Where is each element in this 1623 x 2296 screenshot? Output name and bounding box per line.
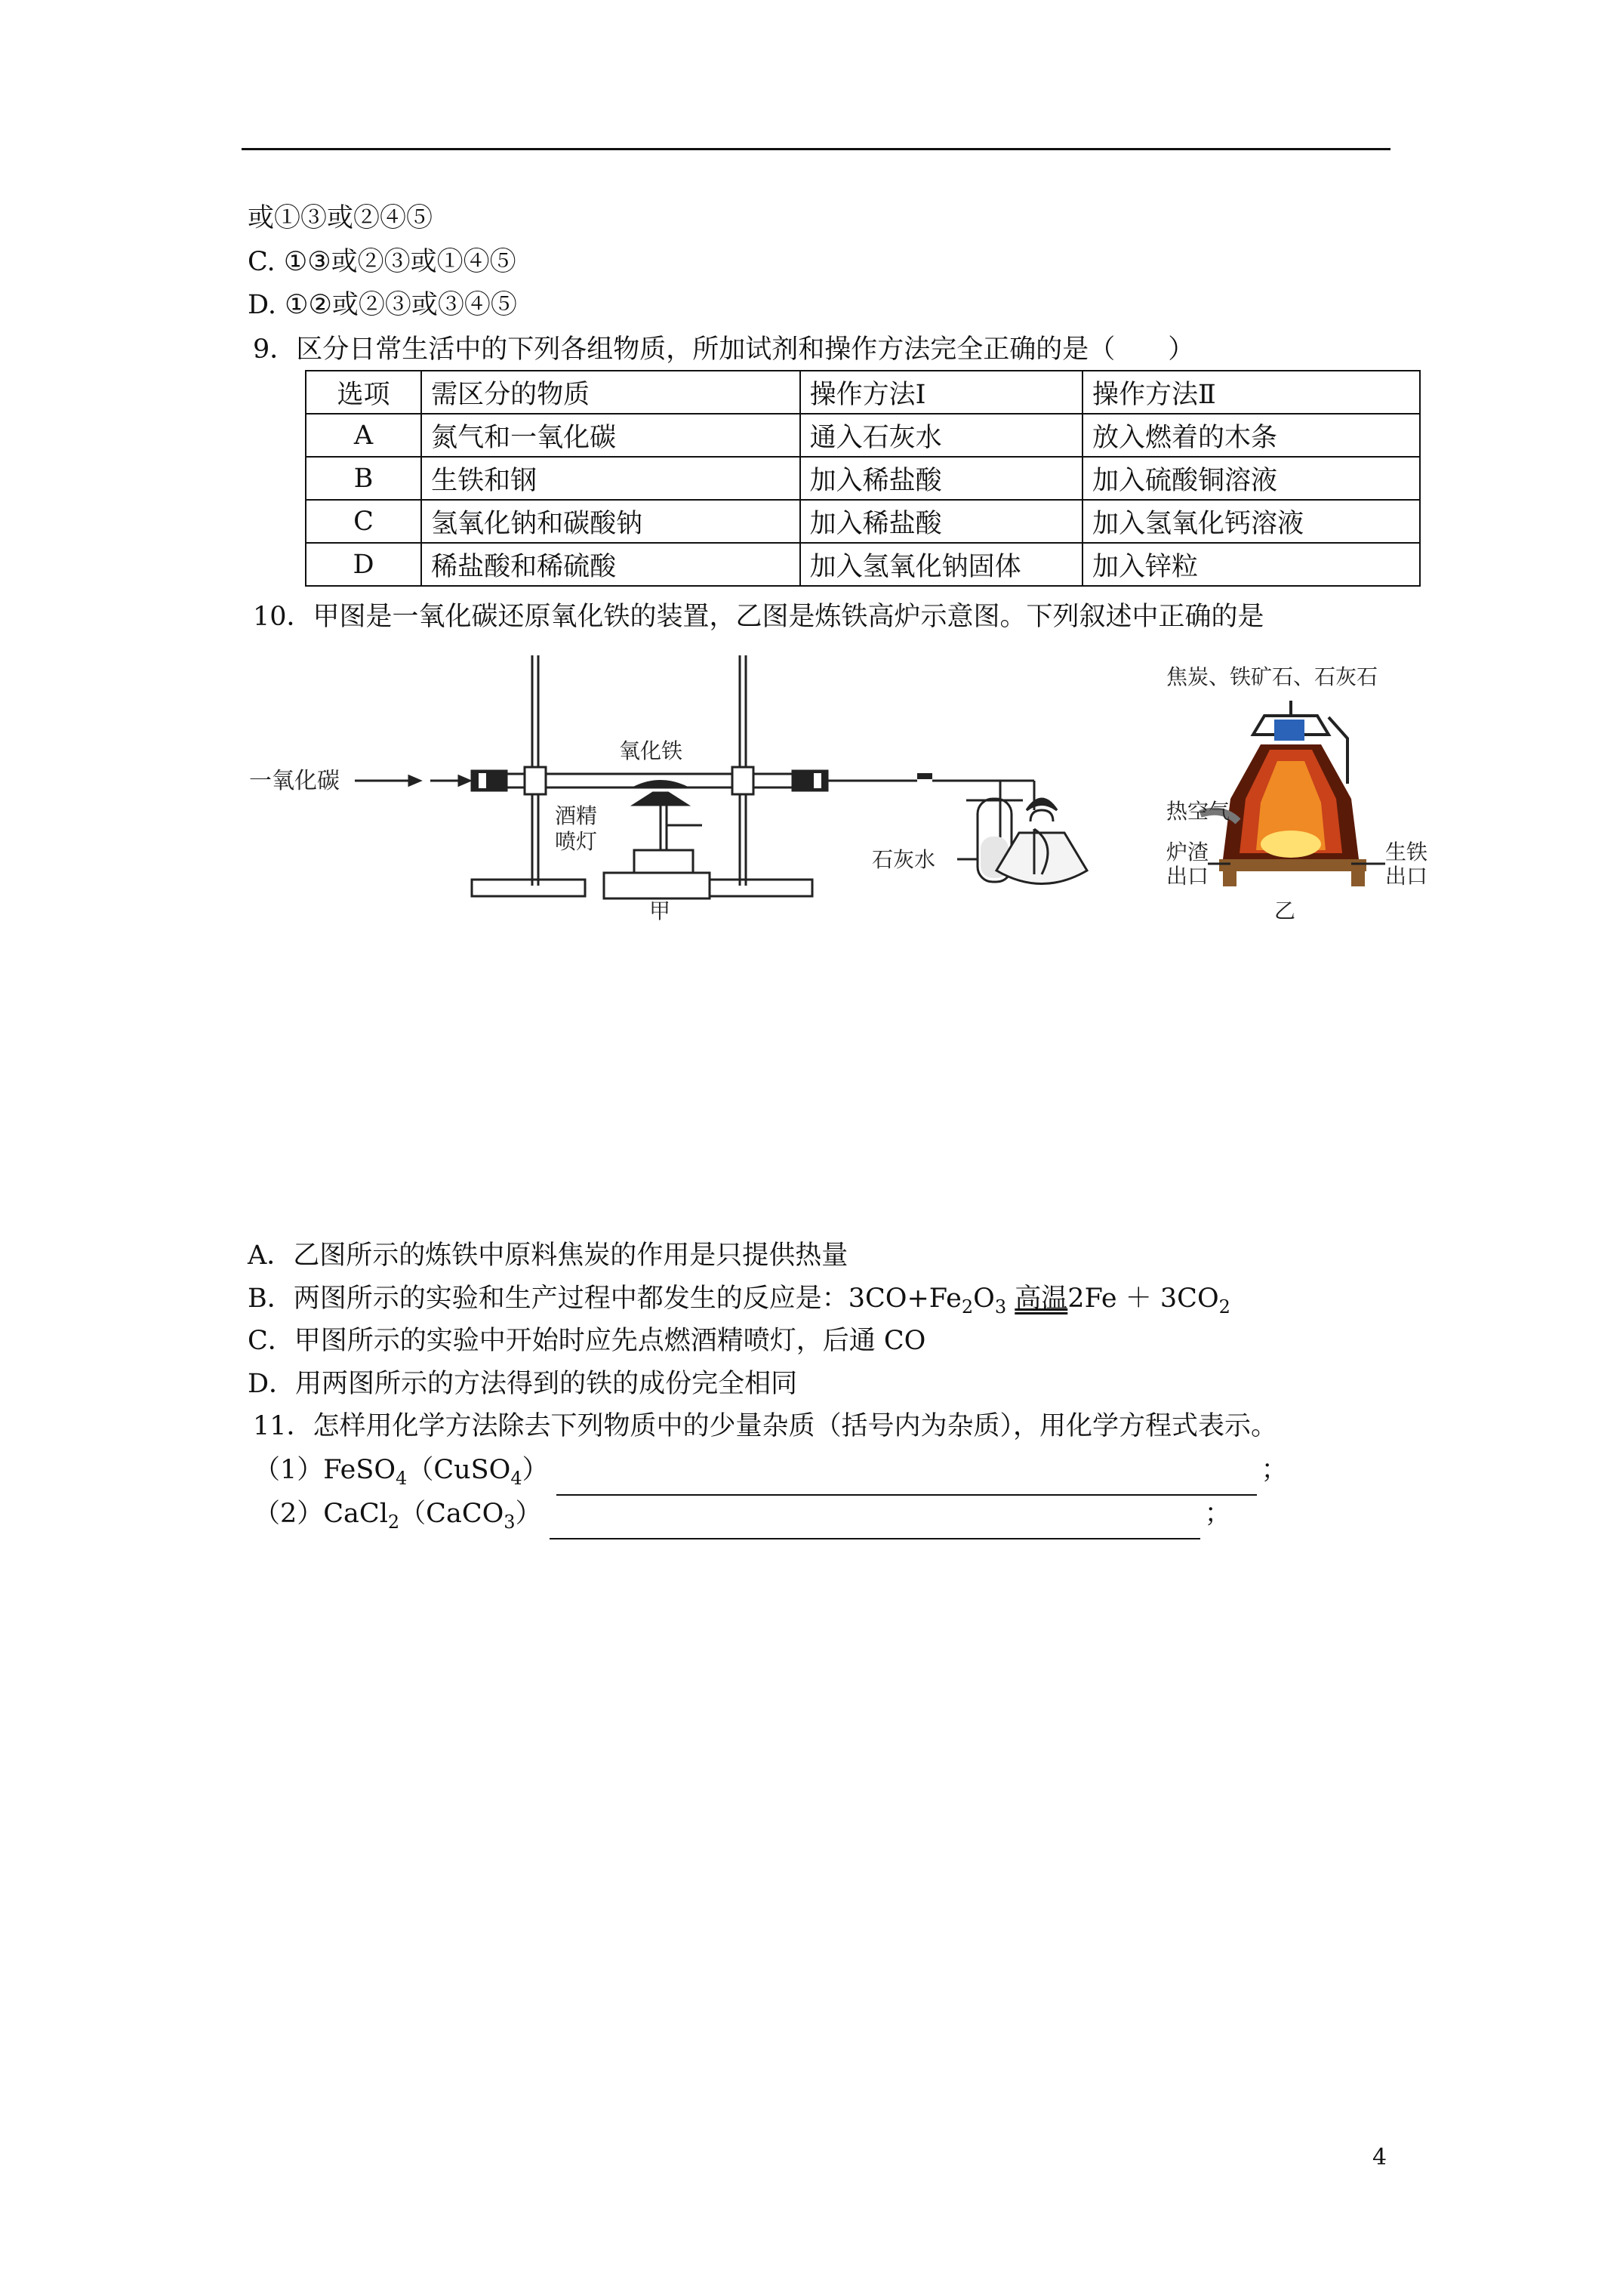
table-cell: 稀盐酸和稀硫酸 [421, 543, 799, 586]
blast-furnace-diagram [1200, 701, 1385, 886]
header-rule [242, 148, 1390, 150]
table-cell: 需区分的物质 [421, 371, 799, 414]
q10-option-a: A．乙图所示的炼铁中原料焦炭的作用是只提供热量 [248, 1240, 848, 1271]
table-cell: 加入稀盐酸 [800, 500, 1083, 543]
table-cell: C [306, 500, 421, 543]
limewater-label: 石灰水 [872, 847, 936, 872]
figure-jia-label: 甲 [649, 898, 671, 923]
table-cell: 加入硫酸铜溶液 [1083, 457, 1420, 500]
table-row [306, 414, 1420, 457]
answer-blank[interactable] [556, 1469, 1257, 1496]
table-cell: 加入氢氧化钙溶液 [1083, 500, 1420, 543]
q10-stem: 10．甲图是一氧化碳还原氧化铁的装置，乙图是炼铁高炉示意图。下列叙述中正确的是 [253, 602, 1264, 632]
q8-option-d: D. ①②或②③或③④⑤ [248, 290, 517, 320]
table-row [306, 543, 1420, 586]
answer-blank[interactable] [550, 1512, 1200, 1539]
q9-options-table [305, 370, 1421, 587]
q10-option-d: D．用两图所示的方法得到的铁的成份完全相同 [248, 1369, 798, 1399]
q10-figure [242, 655, 1428, 927]
slag-outlet-label-1: 炉渣 [1166, 840, 1209, 864]
page-number: 4 [1372, 2144, 1387, 2171]
reaction-condition: 高温 [1015, 1284, 1068, 1314]
q10-option-b: B．两图所示的实验和生产过程中都发生的反应是：$3CO+Fe_2O_3$ 高温$2Fe + 3CO_2$ [248, 1284, 1230, 1318]
table-row [306, 500, 1420, 543]
figure-yi-label: 乙 [1274, 898, 1296, 923]
table-cell: 氮气和一氧化碳 [421, 414, 799, 457]
iron-oxide-label: 氧化铁 [619, 738, 683, 763]
table-row [306, 457, 1420, 500]
raw-materials-label: 焦炭、铁矿石、石灰石 [1166, 664, 1378, 689]
pig-iron-outlet-label-2: 出口 [1385, 864, 1428, 889]
q9-stem: 9．区分日常生活中的下列各组物质，所加试剂和操作方法完全正确的是（ ） [253, 334, 1195, 365]
q11-stem: 11．怎样用化学方法除去下列物质中的少量杂质（括号内为杂质），用化学方程式表示。 [253, 1411, 1278, 1441]
pig-iron-outlet-label-1: 生铁 [1385, 840, 1428, 864]
q11-item-2: （2）CaCl$_2$（CaCO$_3$） ； [254, 1496, 1231, 1539]
table-cell: 通入石灰水 [800, 414, 1083, 457]
table-cell: 生铁和钢 [421, 457, 799, 500]
q11-item-1: （1）FeSO$_4$（CuSO$_4$） ； [254, 1453, 1288, 1496]
table-cell: B [306, 457, 421, 500]
table-cell: 加入锌粒 [1083, 543, 1420, 586]
table-cell: 操作方法Ⅰ [800, 371, 1083, 414]
table-cell: 氢氧化钠和碳酸钠 [421, 500, 799, 543]
table-cell: 加入氢氧化钠固体 [800, 543, 1083, 586]
lamp-label-2: 喷灯 [555, 829, 598, 854]
co-reduction-apparatus [355, 655, 1087, 898]
table-cell: 放入燃着的木条 [1083, 414, 1420, 457]
slag-outlet-label-2: 出口 [1166, 864, 1209, 889]
table-cell: 操作方法Ⅱ [1083, 371, 1420, 414]
table-cell: A [306, 414, 421, 457]
lamp-label-1: 酒精 [555, 803, 598, 828]
continued-option-text: 或①③或②④⑤ [248, 203, 433, 233]
co-label: 一氧化碳 [249, 768, 340, 794]
table-cell: D [306, 543, 421, 586]
q8-option-c: C. ①③或②③或①④⑤ [248, 247, 516, 277]
table-cell: 选项 [306, 371, 421, 414]
q10-option-c: C．甲图所示的实验中开始时应先点燃酒精喷灯，后通 CO [248, 1326, 926, 1356]
hot-air-label: 热空气 [1166, 799, 1230, 824]
table-cell: 加入稀盐酸 [800, 457, 1083, 500]
table-header-row [306, 371, 1420, 414]
